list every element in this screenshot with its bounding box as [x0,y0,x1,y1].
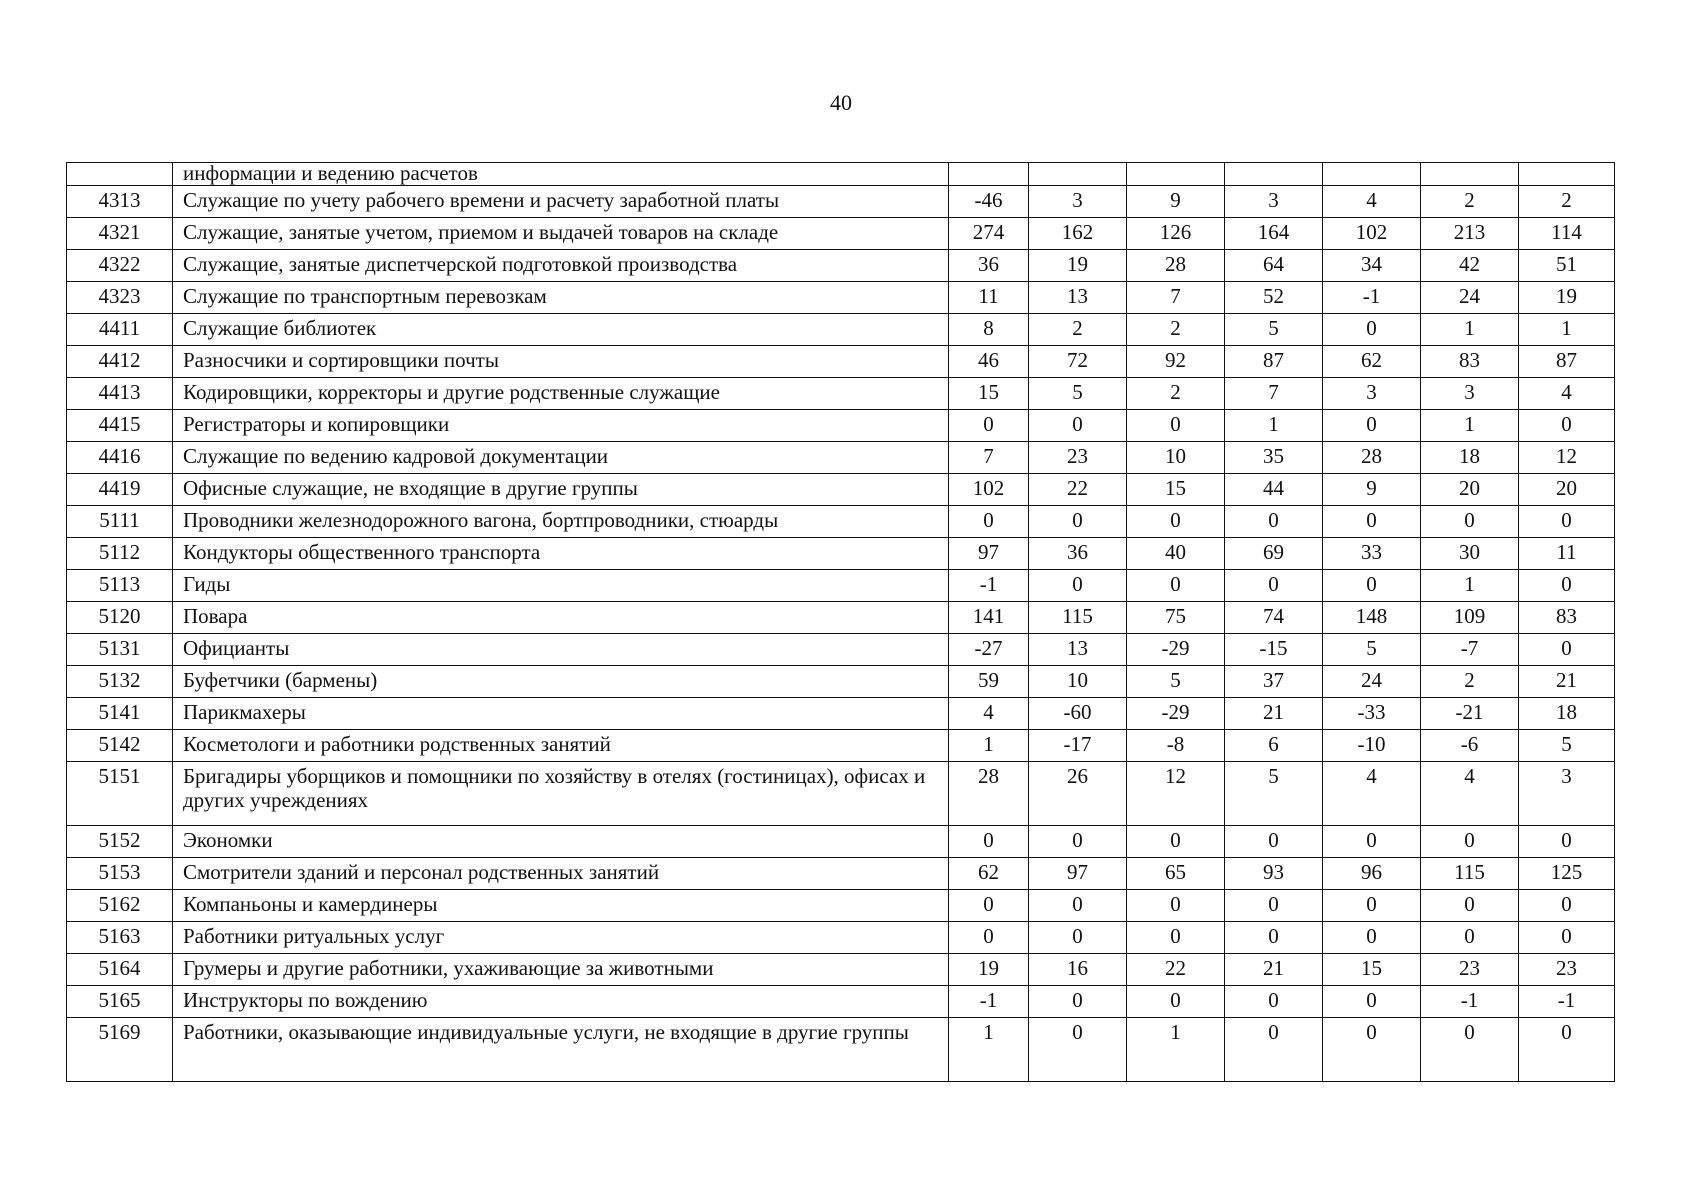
code-cell: 4415 [67,410,173,442]
value-cell: -15 [1225,634,1323,666]
value-cell: 5 [1225,314,1323,346]
value-cell: 20 [1519,474,1615,506]
table-row [67,634,1615,666]
value-cell: -10 [1323,730,1421,762]
code-cell: 5141 [67,698,173,730]
code-cell: 5169 [67,1018,173,1082]
value-cell: 1 [1421,410,1519,442]
value-cell: -7 [1421,634,1519,666]
value-cell: -1 [1421,986,1519,1018]
value-cell: 30 [1421,538,1519,570]
value-cell: 24 [1421,282,1519,314]
table-row [67,730,1615,762]
value-cell: 2 [1421,186,1519,218]
value-cell: 19 [1519,282,1615,314]
value-cell: 12 [1127,762,1225,826]
value-cell: 1 [1127,1018,1225,1082]
value-cell: 5 [1519,730,1615,762]
value-cell: 4 [1323,186,1421,218]
value-cell: 3 [1225,186,1323,218]
occupation-name-cell: Смотрители зданий и персонал родственных занятий [173,858,949,890]
value-cell: 22 [1029,474,1127,506]
table-row [67,1018,1615,1082]
table-row [67,890,1615,922]
value-cell: 28 [949,762,1029,826]
value-cell: -1 [949,570,1029,602]
value-cell: 5 [1029,378,1127,410]
occupation-table [66,162,1615,1082]
value-cell: 42 [1421,250,1519,282]
value-cell: 2 [1127,378,1225,410]
value-cell: 97 [949,538,1029,570]
value-cell: 0 [1421,1018,1519,1082]
occupation-name-cell: Повара [173,602,949,634]
value-cell: 0 [1225,986,1323,1018]
value-cell: 0 [1127,890,1225,922]
value-cell: 23 [1029,442,1127,474]
value-cell: 4 [949,698,1029,730]
value-cell: 0 [1029,922,1127,954]
code-cell: 5120 [67,602,173,634]
value-cell: 15 [1127,474,1225,506]
value-cell: 0 [1421,890,1519,922]
occupation-name-cell: информации и ведению расчетов [173,163,949,186]
value-cell: -29 [1127,634,1225,666]
value-cell: 0 [1519,506,1615,538]
value-cell: 0 [1323,826,1421,858]
value-cell: 0 [1225,506,1323,538]
table-row [67,986,1615,1018]
value-cell: 125 [1519,858,1615,890]
value-cell: -17 [1029,730,1127,762]
value-cell: 87 [1225,346,1323,378]
value-cell: 2 [1421,666,1519,698]
value-cell [949,163,1029,186]
value-cell: 0 [1323,570,1421,602]
table-row [67,538,1615,570]
value-cell: 9 [1127,186,1225,218]
value-cell: 3 [1029,186,1127,218]
table-row [67,250,1615,282]
value-cell: 19 [949,954,1029,986]
code-cell: 5111 [67,506,173,538]
value-cell: 83 [1421,346,1519,378]
value-cell [1323,163,1421,186]
value-cell: 5 [1225,762,1323,826]
value-cell: 0 [1421,922,1519,954]
value-cell: 83 [1519,602,1615,634]
value-cell: 11 [1519,538,1615,570]
table-row [67,570,1615,602]
table-row [67,858,1615,890]
value-cell: 0 [1029,410,1127,442]
code-cell: 5151 [67,762,173,826]
value-cell: 0 [1029,890,1127,922]
value-cell: 8 [949,314,1029,346]
value-cell: 7 [949,442,1029,474]
occupation-name-cell: Буфетчики (бармены) [173,666,949,698]
value-cell: 0 [1225,826,1323,858]
value-cell: 9 [1323,474,1421,506]
value-cell: 24 [1323,666,1421,698]
value-cell: 3 [1519,762,1615,826]
value-cell: 5 [1323,634,1421,666]
occupation-name-cell: Кондукторы общественного транспорта [173,538,949,570]
value-cell: 19 [1029,250,1127,282]
value-cell: -46 [949,186,1029,218]
table-row [67,378,1615,410]
code-cell: 5112 [67,538,173,570]
value-cell: 0 [1323,410,1421,442]
value-cell: 0 [1323,314,1421,346]
value-cell: -8 [1127,730,1225,762]
value-cell: 2 [1029,314,1127,346]
value-cell: 0 [1029,986,1127,1018]
value-cell: 15 [949,378,1029,410]
value-cell [1519,163,1615,186]
table-row [67,410,1615,442]
occupation-name-cell: Служащие по транспортным перевозкам [173,282,949,314]
value-cell: 0 [1519,570,1615,602]
value-cell: 46 [949,346,1029,378]
value-cell: 162 [1029,218,1127,250]
value-cell: 0 [1127,826,1225,858]
value-cell: 11 [949,282,1029,314]
code-cell: 5132 [67,666,173,698]
value-cell: 0 [1323,1018,1421,1082]
table-row [67,826,1615,858]
occupation-name-cell: Служащие по учету рабочего времени и расчету заработной платы [173,186,949,218]
value-cell: -1 [1323,282,1421,314]
value-cell: 52 [1225,282,1323,314]
occupation-name-cell: Компаньоны и камердинеры [173,890,949,922]
value-cell: 1 [949,730,1029,762]
code-cell: 5152 [67,826,173,858]
table-row [67,474,1615,506]
value-cell: 0 [1421,826,1519,858]
value-cell: 0 [1127,410,1225,442]
value-cell: 51 [1519,250,1615,282]
table-row [67,506,1615,538]
code-cell: 4416 [67,442,173,474]
value-cell: 75 [1127,602,1225,634]
value-cell: 2 [1519,186,1615,218]
code-cell: 4322 [67,250,173,282]
value-cell: 0 [1127,506,1225,538]
code-cell: 5165 [67,986,173,1018]
occupation-name-cell: Разносчики и сортировщики почты [173,346,949,378]
value-cell: 109 [1421,602,1519,634]
value-cell: 87 [1519,346,1615,378]
code-cell: 5131 [67,634,173,666]
value-cell: 115 [1421,858,1519,890]
occupation-name-cell: Экономки [173,826,949,858]
value-cell: 0 [1323,506,1421,538]
value-cell: 0 [1225,570,1323,602]
value-cell: 72 [1029,346,1127,378]
value-cell: 10 [1127,442,1225,474]
value-cell: 15 [1323,954,1421,986]
value-cell: 0 [1323,890,1421,922]
value-cell: 0 [949,410,1029,442]
occupation-name-cell: Инструкторы по вождению [173,986,949,1018]
table-row [67,922,1615,954]
value-cell: 0 [1519,634,1615,666]
value-cell: 0 [1519,1018,1615,1082]
occupation-name-cell: Кодировщики, корректоры и другие родственные служащие [173,378,949,410]
value-cell: 10 [1029,666,1127,698]
table-row [67,762,1615,826]
value-cell: 69 [1225,538,1323,570]
value-cell: 0 [1029,570,1127,602]
occupation-name-cell: Офисные служащие, не входящие в другие группы [173,474,949,506]
value-cell: 37 [1225,666,1323,698]
value-cell: 7 [1225,378,1323,410]
value-cell: 0 [1225,922,1323,954]
occupation-name-cell: Парикмахеры [173,698,949,730]
occupation-name-cell: Служащие библиотек [173,314,949,346]
code-cell: 4412 [67,346,173,378]
value-cell: 0 [1519,410,1615,442]
value-cell [1127,163,1225,186]
value-cell: 5 [1127,666,1225,698]
occupation-name-cell: Гиды [173,570,949,602]
value-cell: 65 [1127,858,1225,890]
value-cell: 13 [1029,282,1127,314]
value-cell: -21 [1421,698,1519,730]
code-cell: 5163 [67,922,173,954]
value-cell: 7 [1127,282,1225,314]
value-cell: 40 [1127,538,1225,570]
value-cell: 0 [949,922,1029,954]
value-cell: 0 [1323,922,1421,954]
value-cell: 13 [1029,634,1127,666]
occupation-name-cell: Служащие, занятые учетом, приемом и выдачей товаров на складе [173,218,949,250]
value-cell: 28 [1323,442,1421,474]
value-cell: 21 [1519,666,1615,698]
value-cell: 22 [1127,954,1225,986]
code-cell: 5142 [67,730,173,762]
value-cell: 2 [1127,314,1225,346]
value-cell: 92 [1127,346,1225,378]
value-cell: 0 [1323,986,1421,1018]
occupation-name-cell: Работники ритуальных услуг [173,922,949,954]
table-row [67,346,1615,378]
value-cell: 3 [1421,378,1519,410]
value-cell: 0 [1519,890,1615,922]
table-row [67,218,1615,250]
value-cell: 1 [949,1018,1029,1082]
value-cell [1029,163,1127,186]
value-cell: 20 [1421,474,1519,506]
value-cell: -27 [949,634,1029,666]
table-body [67,163,1615,1082]
value-cell: 213 [1421,218,1519,250]
value-cell: 74 [1225,602,1323,634]
value-cell: 0 [1127,922,1225,954]
value-cell: 0 [1127,570,1225,602]
value-cell: 62 [949,858,1029,890]
value-cell: 33 [1323,538,1421,570]
value-cell: 114 [1519,218,1615,250]
code-cell: 5153 [67,858,173,890]
value-cell: 4 [1519,378,1615,410]
value-cell: -29 [1127,698,1225,730]
value-cell: 148 [1323,602,1421,634]
value-cell: 28 [1127,250,1225,282]
value-cell: 4 [1421,762,1519,826]
value-cell: 0 [1029,1018,1127,1082]
value-cell: 0 [1225,890,1323,922]
value-cell: 34 [1323,250,1421,282]
value-cell: 0 [1029,506,1127,538]
code-cell: 5162 [67,890,173,922]
page-number: 40 [830,90,852,115]
value-cell: 97 [1029,858,1127,890]
value-cell: 21 [1225,698,1323,730]
value-cell: 36 [949,250,1029,282]
table-row [67,314,1615,346]
value-cell: 21 [1225,954,1323,986]
value-cell: 62 [1323,346,1421,378]
value-cell: 274 [949,218,1029,250]
value-cell: 23 [1421,954,1519,986]
value-cell: -6 [1421,730,1519,762]
value-cell: 96 [1323,858,1421,890]
code-cell: 4413 [67,378,173,410]
value-cell: 23 [1519,954,1615,986]
value-cell: 0 [1519,826,1615,858]
value-cell [1421,163,1519,186]
value-cell: 18 [1421,442,1519,474]
value-cell: -60 [1029,698,1127,730]
table-row [67,954,1615,986]
value-cell: 0 [1225,1018,1323,1082]
value-cell: 0 [949,826,1029,858]
value-cell: 18 [1519,698,1615,730]
code-cell: 4313 [67,186,173,218]
value-cell: 0 [949,506,1029,538]
table-row [67,666,1615,698]
code-cell: 4321 [67,218,173,250]
value-cell: 36 [1029,538,1127,570]
value-cell: 0 [949,890,1029,922]
value-cell: 64 [1225,250,1323,282]
occupation-name-cell: Официанты [173,634,949,666]
value-cell: 115 [1029,602,1127,634]
occupation-name-cell: Регистраторы и копировщики [173,410,949,442]
value-cell: 102 [1323,218,1421,250]
table-row [67,698,1615,730]
occupation-name-cell: Работники, оказывающие индивидуальные услуги, не входящие в другие группы [173,1018,949,1082]
table-row [67,602,1615,634]
value-cell: 0 [1421,506,1519,538]
code-cell: 5113 [67,570,173,602]
table-row [67,186,1615,218]
occupation-name-cell: Грумеры и другие работники, ухаживающие за животными [173,954,949,986]
occupation-name-cell: Проводники железнодорожного вагона, бортпроводники, стюарды [173,506,949,538]
value-cell: 1 [1421,314,1519,346]
value-cell: 102 [949,474,1029,506]
value-cell: -1 [949,986,1029,1018]
value-cell: 44 [1225,474,1323,506]
occupation-name-cell: Бригадиры уборщиков и помощники по хозяйству в отелях (гостиницах), офисах и других учреждениях [173,762,949,826]
table-row [67,442,1615,474]
value-cell: 0 [1127,986,1225,1018]
table-row-continuation [67,163,1615,186]
value-cell: 3 [1323,378,1421,410]
code-cell: 4323 [67,282,173,314]
value-cell: 93 [1225,858,1323,890]
value-cell: -1 [1519,986,1615,1018]
value-cell [1225,163,1323,186]
value-cell: 59 [949,666,1029,698]
value-cell: 6 [1225,730,1323,762]
code-cell: 4419 [67,474,173,506]
code-cell [67,163,173,186]
code-cell: 5164 [67,954,173,986]
value-cell: 26 [1029,762,1127,826]
value-cell: -33 [1323,698,1421,730]
value-cell: 1 [1225,410,1323,442]
occupation-name-cell: Косметологи и работники родственных занятий [173,730,949,762]
occupation-name-cell: Служащие по ведению кадровой документации [173,442,949,474]
code-cell: 4411 [67,314,173,346]
value-cell: 0 [1519,922,1615,954]
value-cell: 164 [1225,218,1323,250]
table-row [67,282,1615,314]
value-cell: 0 [1029,826,1127,858]
value-cell: 12 [1519,442,1615,474]
value-cell: 1 [1519,314,1615,346]
value-cell: 4 [1323,762,1421,826]
value-cell: 141 [949,602,1029,634]
value-cell: 1 [1421,570,1519,602]
occupation-name-cell: Служащие, занятые диспетчерской подготовкой производства [173,250,949,282]
value-cell: 16 [1029,954,1127,986]
value-cell: 35 [1225,442,1323,474]
value-cell: 126 [1127,218,1225,250]
